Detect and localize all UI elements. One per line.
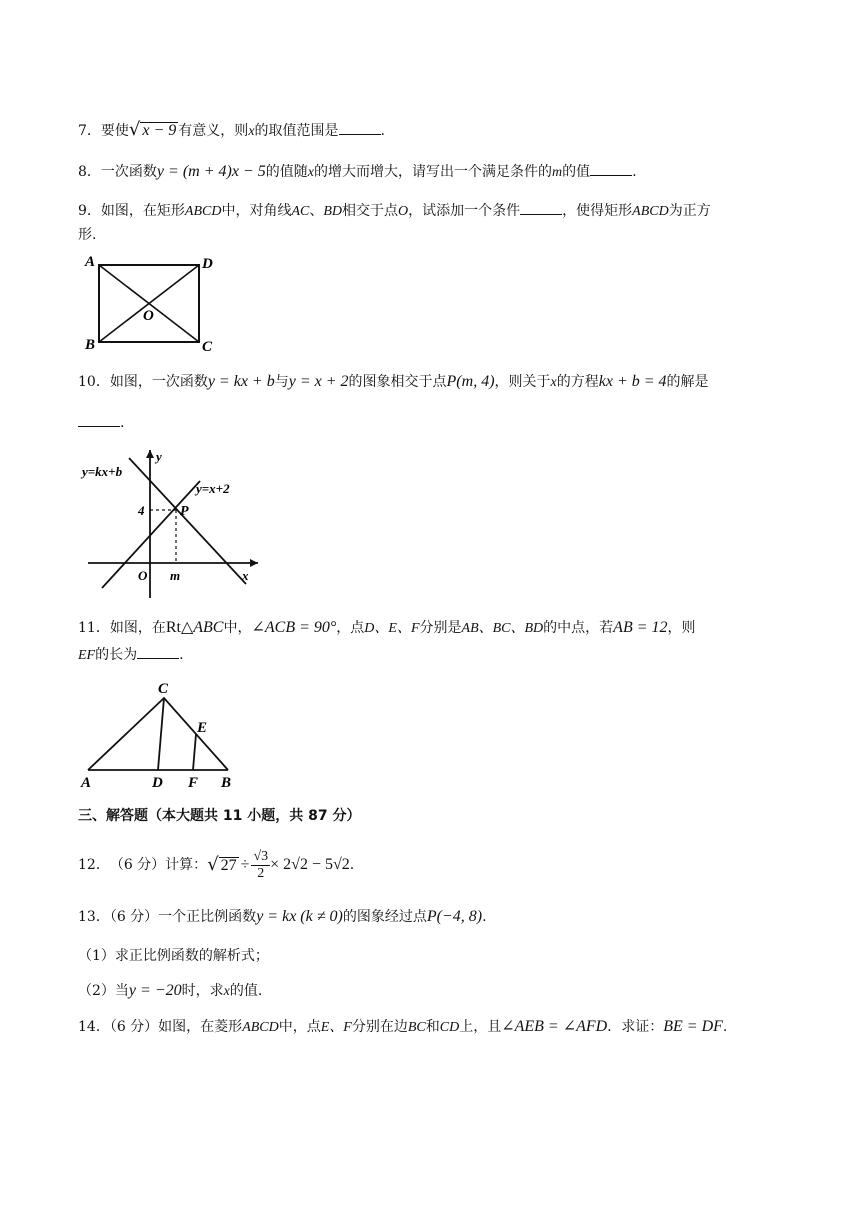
variable: x	[550, 375, 557, 390]
formula: y = (m + 4)x − 5	[156, 163, 266, 180]
text: ，试添加一个条件	[408, 203, 521, 219]
variable: x	[307, 165, 314, 180]
segment-ef	[193, 734, 196, 770]
formula: P(−4, 8)	[426, 908, 483, 925]
variable: ABC	[193, 619, 224, 636]
question-11-continued	[78, 644, 184, 666]
formula: y = kx + b	[207, 373, 275, 390]
radicand: x − 9	[142, 122, 177, 139]
variable: EF	[78, 648, 96, 663]
label-b: B	[85, 337, 96, 353]
question-10	[78, 372, 709, 393]
text: .	[120, 415, 125, 431]
text: 的方程	[556, 374, 599, 390]
question-number: 7．	[78, 123, 101, 139]
formula: y = x + 2	[288, 373, 349, 390]
variable: O	[398, 204, 409, 219]
numerator: √3	[253, 848, 269, 864]
text: 的值随	[265, 164, 308, 180]
text: 的中点，若	[543, 620, 614, 636]
text: 的长为	[95, 647, 138, 663]
variable: BC	[407, 1020, 426, 1035]
text: ，使得矩形	[562, 203, 633, 219]
variable: x	[223, 984, 230, 999]
variable: ABCD	[242, 1020, 279, 1035]
formula: AB = 12	[613, 619, 668, 636]
text: 一次函数	[100, 164, 157, 180]
formula: kx + b = 4	[598, 373, 667, 390]
variable: m	[551, 165, 563, 180]
variable: AB、BC、BD	[461, 621, 544, 636]
text: 要使	[100, 123, 129, 139]
text: 的解是	[666, 374, 709, 390]
segment-cd	[158, 698, 164, 770]
label-a: A	[85, 254, 96, 270]
text: 中，点	[278, 1019, 321, 1035]
question-12	[78, 848, 354, 882]
text: 如图，在矩形	[100, 203, 185, 219]
question-number: 12．	[78, 857, 110, 873]
text: 相交于点	[342, 203, 399, 219]
formula: y = kx (k ≠ 0)	[256, 908, 343, 925]
x-axis-arrow	[250, 559, 258, 567]
text: ，点	[336, 620, 365, 636]
function-graph-figure	[80, 448, 270, 603]
label-x-tick: m	[170, 568, 181, 583]
label-p: P	[180, 504, 189, 519]
answer-blank[interactable]	[339, 120, 381, 135]
variable: x	[248, 124, 255, 139]
formula: Rt△	[165, 619, 194, 636]
radicand: 27	[220, 856, 237, 874]
radical-sign: √	[128, 119, 141, 140]
rectangle-figure	[82, 252, 222, 356]
text: 上，且	[459, 1019, 502, 1035]
question-8	[78, 161, 637, 183]
variable: E、F	[320, 1020, 352, 1035]
formula: P(m, 4)	[446, 373, 495, 390]
text: （6 分）一个正比例函数	[109, 909, 257, 925]
answer-blank[interactable]	[590, 161, 632, 176]
label-c: C	[202, 339, 213, 355]
text: 中，对角线	[221, 203, 292, 219]
formula: × 2√2 − 5√2	[270, 856, 350, 873]
question-14	[78, 1017, 727, 1038]
text: 的值.	[229, 983, 263, 999]
variable: D、E、F	[364, 621, 420, 636]
text: （6 分）计算：	[109, 857, 208, 873]
denominator: 2	[257, 865, 265, 881]
question-number: 14．	[78, 1019, 110, 1035]
text: .	[722, 1019, 728, 1035]
text: 如图，在	[109, 620, 166, 636]
question-13-part-2	[78, 981, 262, 1002]
answer-blank[interactable]	[137, 644, 179, 659]
label-line2: y=x+2	[196, 481, 230, 496]
label-a: A	[81, 775, 92, 790]
label-b: B	[221, 775, 232, 790]
question-9-continued	[78, 225, 96, 245]
text: （6 分）如图，在菱形	[109, 1019, 243, 1035]
question-number: 9．	[78, 203, 101, 219]
label-d: D	[202, 256, 213, 272]
variable: CD	[439, 1020, 460, 1035]
question-7	[78, 120, 385, 142]
text: 和	[425, 1019, 440, 1035]
text: 的图象经过点	[342, 909, 427, 925]
answer-blank[interactable]	[78, 412, 120, 427]
question-number: 8．	[78, 164, 101, 180]
text: .	[632, 164, 637, 180]
question-13-part-1	[78, 946, 269, 966]
formula: ∠ACB = 90°	[251, 619, 337, 636]
text: 中，	[223, 620, 252, 636]
text: 分别在边	[351, 1019, 408, 1035]
text: 有意义，则	[178, 123, 249, 139]
text: .	[380, 123, 385, 139]
question-10-continued	[78, 412, 124, 433]
answer-blank[interactable]	[520, 200, 562, 215]
question-11	[78, 618, 696, 639]
text: ，则关于	[494, 374, 551, 390]
text: 、	[309, 203, 324, 219]
variable: ABCD	[184, 204, 222, 219]
radical-sign: √	[207, 854, 219, 875]
variable: AC	[291, 204, 310, 219]
text: 时，求	[181, 983, 224, 999]
label-origin: O	[138, 568, 148, 583]
question-9	[78, 200, 711, 222]
formula: ∠AEB = ∠AFD	[501, 1018, 608, 1035]
text: 如图，一次函数	[109, 374, 208, 390]
text: 的取值范围是	[254, 123, 339, 139]
label-o: O	[143, 308, 154, 324]
question-number: 13．	[78, 909, 110, 925]
label-y-tick: 4	[138, 503, 145, 518]
text: 的值	[562, 164, 591, 180]
text: 的图象相交于点	[348, 374, 447, 390]
text: 分别是	[419, 620, 462, 636]
question-number: 10．	[78, 374, 110, 390]
label-f: F	[188, 775, 199, 790]
text: ，则	[667, 620, 696, 636]
label-x: x	[242, 568, 249, 583]
text: .	[179, 647, 184, 663]
text: 与	[274, 374, 289, 390]
text: ．求证：	[607, 1019, 664, 1035]
text: （1）求正比例函数的解析式；	[78, 948, 269, 964]
label-y: y	[156, 449, 162, 464]
text: 为正方	[668, 203, 711, 219]
variable: ABCD	[632, 204, 669, 219]
label-line1: y=kx+b	[82, 464, 123, 479]
text: 形.	[78, 227, 97, 243]
label-c: C	[158, 681, 169, 697]
fraction	[251, 849, 270, 882]
text: （2）当	[78, 983, 129, 999]
text: .	[482, 909, 487, 925]
text: 的增大而增大，请写出一个满足条件的	[313, 164, 552, 180]
line-y-kx-b	[129, 458, 246, 584]
question-number: 11．	[78, 620, 110, 636]
label-e: E	[197, 720, 208, 736]
question-13	[78, 907, 487, 927]
operator: ÷	[240, 856, 250, 873]
label-d: D	[152, 775, 163, 790]
text: .	[349, 857, 355, 873]
section-heading: 三、解答题（本大题共 11 小题，共 87 分）	[78, 808, 361, 824]
y-axis-arrow	[146, 450, 154, 458]
line-y-x-2	[102, 481, 200, 588]
triangle-figure	[78, 678, 246, 790]
variable: BD	[323, 204, 343, 219]
formula: BE = DF	[663, 1018, 723, 1035]
formula: y = −20	[128, 982, 182, 999]
